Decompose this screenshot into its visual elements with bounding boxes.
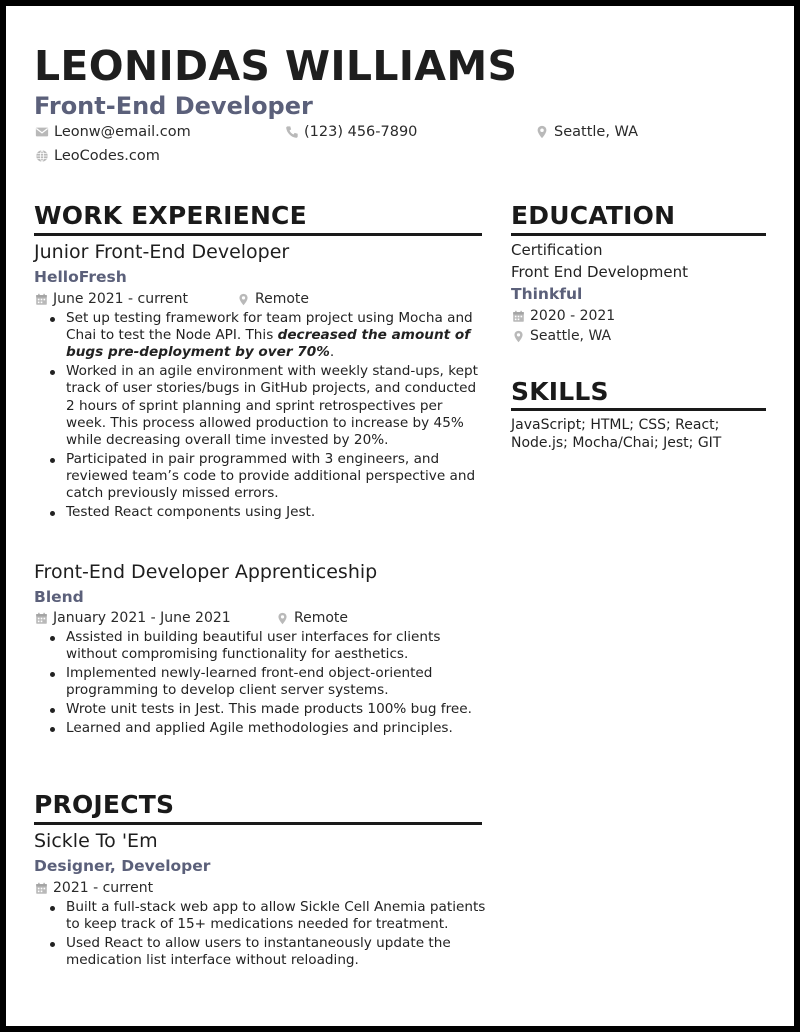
map-pin-icon [512,330,525,343]
project-dates-text: 2021 - current [53,880,154,896]
list-item: Participated in pair programmed with 3 engineers, and reviewed team’s code to provide additional perspective and catch previously missed errors. [34,451,486,503]
projects-heading: PROJECTS [34,790,175,819]
phone-text: (123) 456-7890 [304,124,418,140]
candidate-role: Front-End Developer [34,92,313,120]
list-item: Built a full-stack web app to allow Sickle Cell Anemia patients to keep track of 15+ medications needed for treatment. [34,899,486,933]
calendar-icon [35,612,48,625]
project-role: Designer, Developer [34,857,211,875]
project-dates [35,880,153,896]
job-company: Blend [34,588,84,606]
education-school: Thinkful [511,285,583,303]
job-location-text: Remote [255,291,310,307]
skills-heading: SKILLS [511,377,609,406]
phone-icon [285,125,299,139]
education-rule [511,233,766,236]
education-dates-text: 2020 - 2021 [530,308,616,324]
map-pin-icon [237,293,250,306]
envelope-icon [35,125,49,139]
job-dates [35,610,231,626]
skills-list: JavaScript; HTML; CSS; React; Node.js; Mocha/Chai; Jest; GIT [511,417,722,451]
candidate-name: LEONIDAS WILLIAMS [34,42,518,90]
job-dates-text: June 2021 - current [53,291,189,307]
list-item: Assisted in building beautiful user interfaces for clients without compromising functionality for aesthetics. [34,629,486,663]
resume-page [6,6,794,1026]
calendar-icon [35,882,48,895]
education-field: Front End Development [511,263,688,281]
education-heading: EDUCATION [511,201,676,230]
job-location [237,291,309,307]
education-dates [512,308,615,324]
email-text: Leonw@email.com [54,124,191,140]
calendar-icon [35,293,48,306]
job-dates [35,291,188,307]
map-pin-icon [535,125,549,139]
list-item: Wrote unit tests in Jest. This made products 100% bug free. [34,701,486,718]
projects-rule [34,822,482,825]
globe-icon [35,149,49,163]
contact-website [35,148,160,164]
list-item: Worked in an agile environment with weekly stand-ups, kept track of user stories/bugs in GitHub projects, and conducted 2 hours of sprint planning and sprint retrospectives per week. This process allowed production to increase by 45% while decreasing overall time invested by 20%. [34,363,486,449]
map-pin-icon [276,612,289,625]
contact-email [35,124,191,140]
education-degree: Certification [511,241,603,259]
contact-phone [285,124,417,140]
website-text: LeoCodes.com [54,148,160,164]
work-experience-heading: WORK EXPERIENCE [34,201,307,230]
project-bullets [34,899,486,971]
job-location-text: Remote [294,610,349,626]
project-title: Sickle To 'Em [34,830,158,852]
list-item: Implemented newly-learned front-end object-oriented programming to develop client server systems. [34,665,486,699]
list-item: Set up testing framework for team project using Mocha and Chai to test the Node API. This decreased the amount of bugs pre-deployment by over 70%. [34,310,486,362]
job-dates-text: January 2021 - June 2021 [53,610,231,626]
list-item: Learned and applied Agile methodologies and principles. [34,720,486,737]
job-bullets [34,629,486,739]
work-experience-rule [34,233,482,236]
job-company: HelloFresh [34,268,127,286]
job-location [276,610,348,626]
education-location [512,328,611,344]
skills-rule [511,408,766,411]
job-title: Front-End Developer Apprenticeship [34,561,378,583]
education-location-text: Seattle, WA [530,328,612,344]
calendar-icon [512,310,525,323]
location-text: Seattle, WA [554,124,639,140]
list-item: Used React to allow users to instantaneously update the medication list interface without reloading. [34,935,486,969]
list-item: Tested React components using Jest. [34,504,486,521]
contact-location [535,124,638,140]
job-bullets [34,310,486,523]
job-title: Junior Front-End Developer [34,241,290,263]
